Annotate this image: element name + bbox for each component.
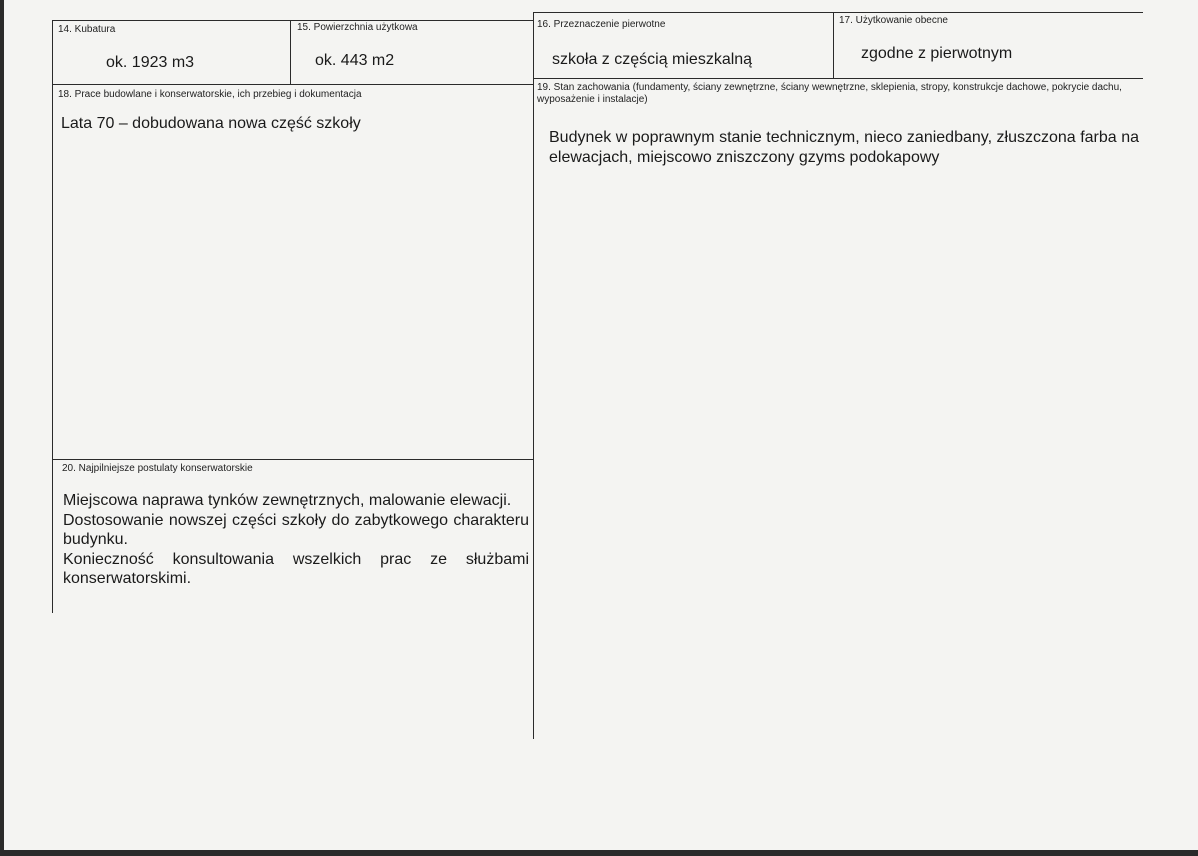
postulaty-text (63, 491, 529, 589)
uzytkowanie-label: 17. Użytkowanie obecne (839, 15, 948, 26)
row1-bottom-right (533, 78, 1143, 79)
powierzchnia-value: ok. 443 m2 (315, 52, 395, 69)
postulaty-paragraph-1: Miejscowa naprawa tynków zewnętrznych, malowanie elewacji. (63, 492, 512, 509)
stan-label: 19. Stan zachowania (fundamenty, ściany zewnętrzne, ściany wewnętrzne, sklepienia, stropy, konstrukcje dachowe, pokrycie dachu, wyposażenie i instalacje) (537, 82, 1122, 105)
przeznaczenie-label: 16. Przeznaczenie pierwotne (537, 19, 666, 30)
scan-edge-bottom (0, 850, 1198, 856)
prace-label: 18. Prace budowlane i konserwatorskie, ich przebieg i dokumentacja (58, 89, 362, 100)
przeznaczenie-value: szkoła z częścią mieszkalną (552, 51, 753, 68)
postulaty-paragraph-2: Dostosowanie nowszej części szkoły do zabytkowego charakteru budynku. (63, 511, 529, 548)
section20-top (52, 459, 533, 460)
kubatura-value: ok. 1923 m3 (106, 54, 195, 71)
uzytkowanie-value: zgodne z pierwotnym (861, 45, 1013, 62)
prace-value: Lata 70 – dobudowana nowa część szkoły (61, 115, 361, 132)
scan-edge-left (0, 0, 4, 856)
divider-14-15 (290, 20, 291, 84)
left-border (52, 20, 53, 613)
stan-value: Budynek w poprawnym stanie technicznym, nieco zaniedbany, złuszczona farba na elewacjach, miejscowo zniszczony gzyms podokapowy (549, 129, 1139, 166)
top-border (52, 20, 533, 21)
divider-16-17 (833, 12, 834, 78)
row1-bottom-left (52, 84, 533, 85)
postulaty-paragraph-3: Konieczność konsultowania wszelkich prac ze służbami konserwatorskimi. (63, 550, 529, 587)
postulaty-label: 20. Najpilniejsze postulaty konserwatorskie (62, 463, 253, 474)
kubatura-label: 14. Kubatura (58, 24, 116, 35)
top-border-right (533, 12, 1143, 13)
powierzchnia-label: 15. Powierzchnia użytkowa (297, 22, 418, 33)
center-divider (533, 12, 534, 739)
